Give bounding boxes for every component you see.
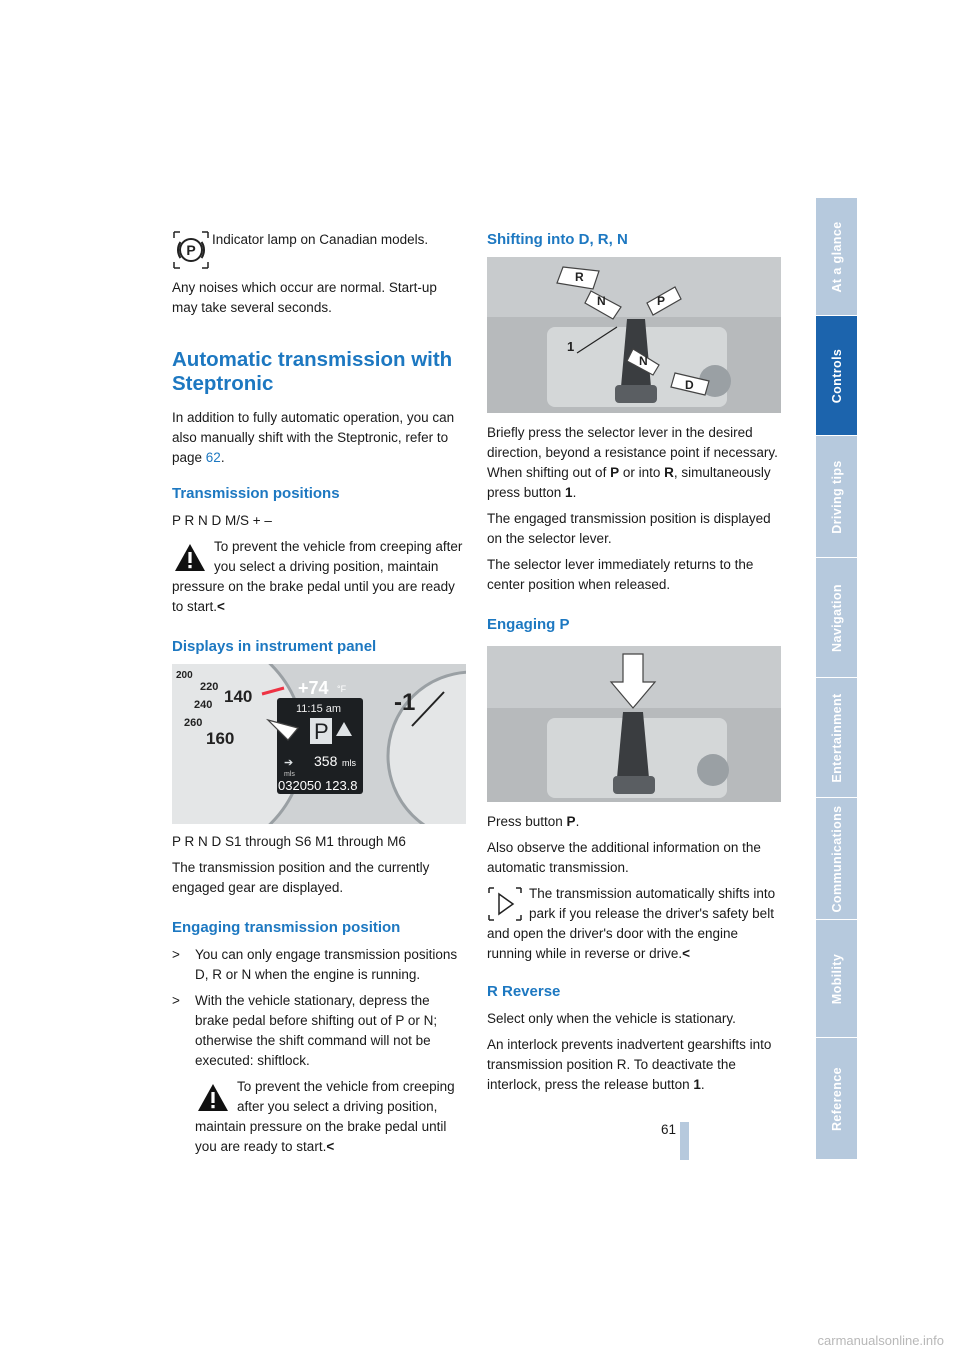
page-number-bar xyxy=(680,1122,689,1160)
noises-text: Any noises which occur are normal. Start-up may take several seconds. xyxy=(172,280,437,315)
lever-returns-text: The selector lever immediately returns to the center position when released. xyxy=(487,557,754,592)
svg-text:240: 240 xyxy=(194,699,213,711)
heading-automatic-transmission: Automatic transmission with Steptronic xyxy=(172,348,453,395)
svg-text:200: 200 xyxy=(176,670,193,681)
selector-lever-park-image xyxy=(487,646,781,802)
end-mark: < xyxy=(326,1139,335,1154)
tab-controls[interactable]: Controls xyxy=(816,316,857,436)
section-tabs xyxy=(816,198,857,1160)
page-link-62[interactable]: 62 xyxy=(205,450,221,465)
tab-mobility[interactable]: Mobility xyxy=(816,920,857,1038)
svg-text:D: D xyxy=(685,378,694,392)
press-p-text: Press button P. xyxy=(487,814,580,829)
svg-text:358: 358 xyxy=(314,753,338,769)
svg-text:220: 220 xyxy=(200,681,219,693)
svg-text:11:15 am: 11:15 am xyxy=(296,703,342,715)
parking-brake-indicator-icon xyxy=(172,230,210,275)
tab-communications[interactable]: Communications xyxy=(816,798,857,920)
warning-triangle-icon xyxy=(172,539,208,575)
engaging-list xyxy=(172,945,464,1071)
warning-triangle-icon xyxy=(195,1079,231,1115)
tab-driving-tips[interactable]: Driving tips xyxy=(816,436,857,558)
heading-shifting: Shifting into D, R, N xyxy=(487,231,628,248)
tab-at-a-glance[interactable]: At a glance xyxy=(816,198,857,316)
end-mark: < xyxy=(217,599,225,614)
svg-text:➔: ➔ xyxy=(284,757,294,769)
end-mark: < xyxy=(682,946,690,961)
heading-transmission-positions: Transmission positions xyxy=(172,485,340,502)
gears-line: P R N D S1 through S6 M1 through M6 xyxy=(172,834,406,849)
left-column xyxy=(172,228,464,1163)
tab-reference[interactable]: Reference xyxy=(816,1038,857,1160)
temp-display: +74 xyxy=(298,678,329,698)
list-item: > You can only engage transmission positions D, R or N when the engine is running. xyxy=(172,947,458,982)
reverse-text-2: An interlock prevents inadvertent gearshifts into transmission position R. To deactivate the interlock, press the release button 1. xyxy=(487,1037,772,1092)
indicator-note-text: Indicator lamp on Canadian models. xyxy=(212,232,429,247)
gears-desc: The transmission position and the currently engaged gear are displayed. xyxy=(172,860,430,895)
indicator-note xyxy=(172,228,464,278)
svg-text:R: R xyxy=(575,270,584,284)
reverse-text-1: Select only when the vehicle is stationary. xyxy=(487,1011,736,1026)
park-note: The transmission automatically shifts into park if you release the driver's safety belt and open the driver's door with the engine running while in reverse or drive.< xyxy=(487,886,776,961)
svg-text:°F: °F xyxy=(337,684,347,694)
creeping-warning: To prevent the vehicle from creeping after you select a driving position, maintain pressure on the brake pedal until you are ready to start.< xyxy=(172,539,463,614)
engaged-displayed-text: The engaged transmission position is displayed on the selector lever. xyxy=(487,511,771,546)
selector-lever-shifting-image xyxy=(487,257,781,413)
svg-text:P: P xyxy=(657,294,666,308)
heading-displays: Displays in instrument panel xyxy=(172,638,377,655)
instrument-panel-image xyxy=(172,664,466,824)
shifting-text: Briefly press the selector lever in the desired direction, beyond a resistance point if necessary. When shifting out of P or into R, simultaneously press button 1. xyxy=(487,425,778,500)
svg-text:260: 260 xyxy=(184,717,203,729)
svg-text:mls: mls xyxy=(342,758,356,768)
page-number: 61 xyxy=(660,1122,676,1137)
heading-engaging-p: Engaging P xyxy=(487,616,570,633)
svg-text:1: 1 xyxy=(567,339,575,354)
tab-entertainment[interactable]: Entertainment xyxy=(816,678,857,798)
creeping-warning-2: To prevent the vehicle from creeping after you select a driving position, maintain pressure on the brake pedal until you are ready to start.< xyxy=(195,1079,455,1154)
svg-text:N: N xyxy=(639,354,648,368)
positions-text: P R N D M/S + – xyxy=(172,513,272,528)
svg-text:160: 160 xyxy=(206,729,235,748)
svg-text:-1: -1 xyxy=(394,689,416,716)
svg-text:140: 140 xyxy=(224,687,253,706)
gear-display: P xyxy=(314,719,329,744)
note-arrow-icon xyxy=(487,886,523,922)
tab-navigation[interactable]: Navigation xyxy=(816,558,857,678)
observe-text: Also observe the additional information on the automatic transmission. xyxy=(487,840,761,875)
right-column xyxy=(487,228,781,1101)
watermark: carmanualsonline.info xyxy=(817,1333,944,1348)
intro-text: In addition to fully automatic operation, you can also manually shift with the Steptronic, refer to page 62. xyxy=(172,410,455,465)
heading-engaging-position: Engaging transmission position xyxy=(172,919,401,936)
list-item: > With the vehicle stationary, depress the brake pedal before shifting out of P or N; otherwise the shift command will not be executed: shiftlock. xyxy=(172,993,438,1068)
svg-text:mls: mls xyxy=(284,771,295,778)
svg-text:P: P xyxy=(186,242,196,258)
odometer-display: 032050 123.8 xyxy=(278,778,358,793)
heading-reverse: R Reverse xyxy=(487,983,561,1000)
svg-text:N: N xyxy=(597,294,606,308)
